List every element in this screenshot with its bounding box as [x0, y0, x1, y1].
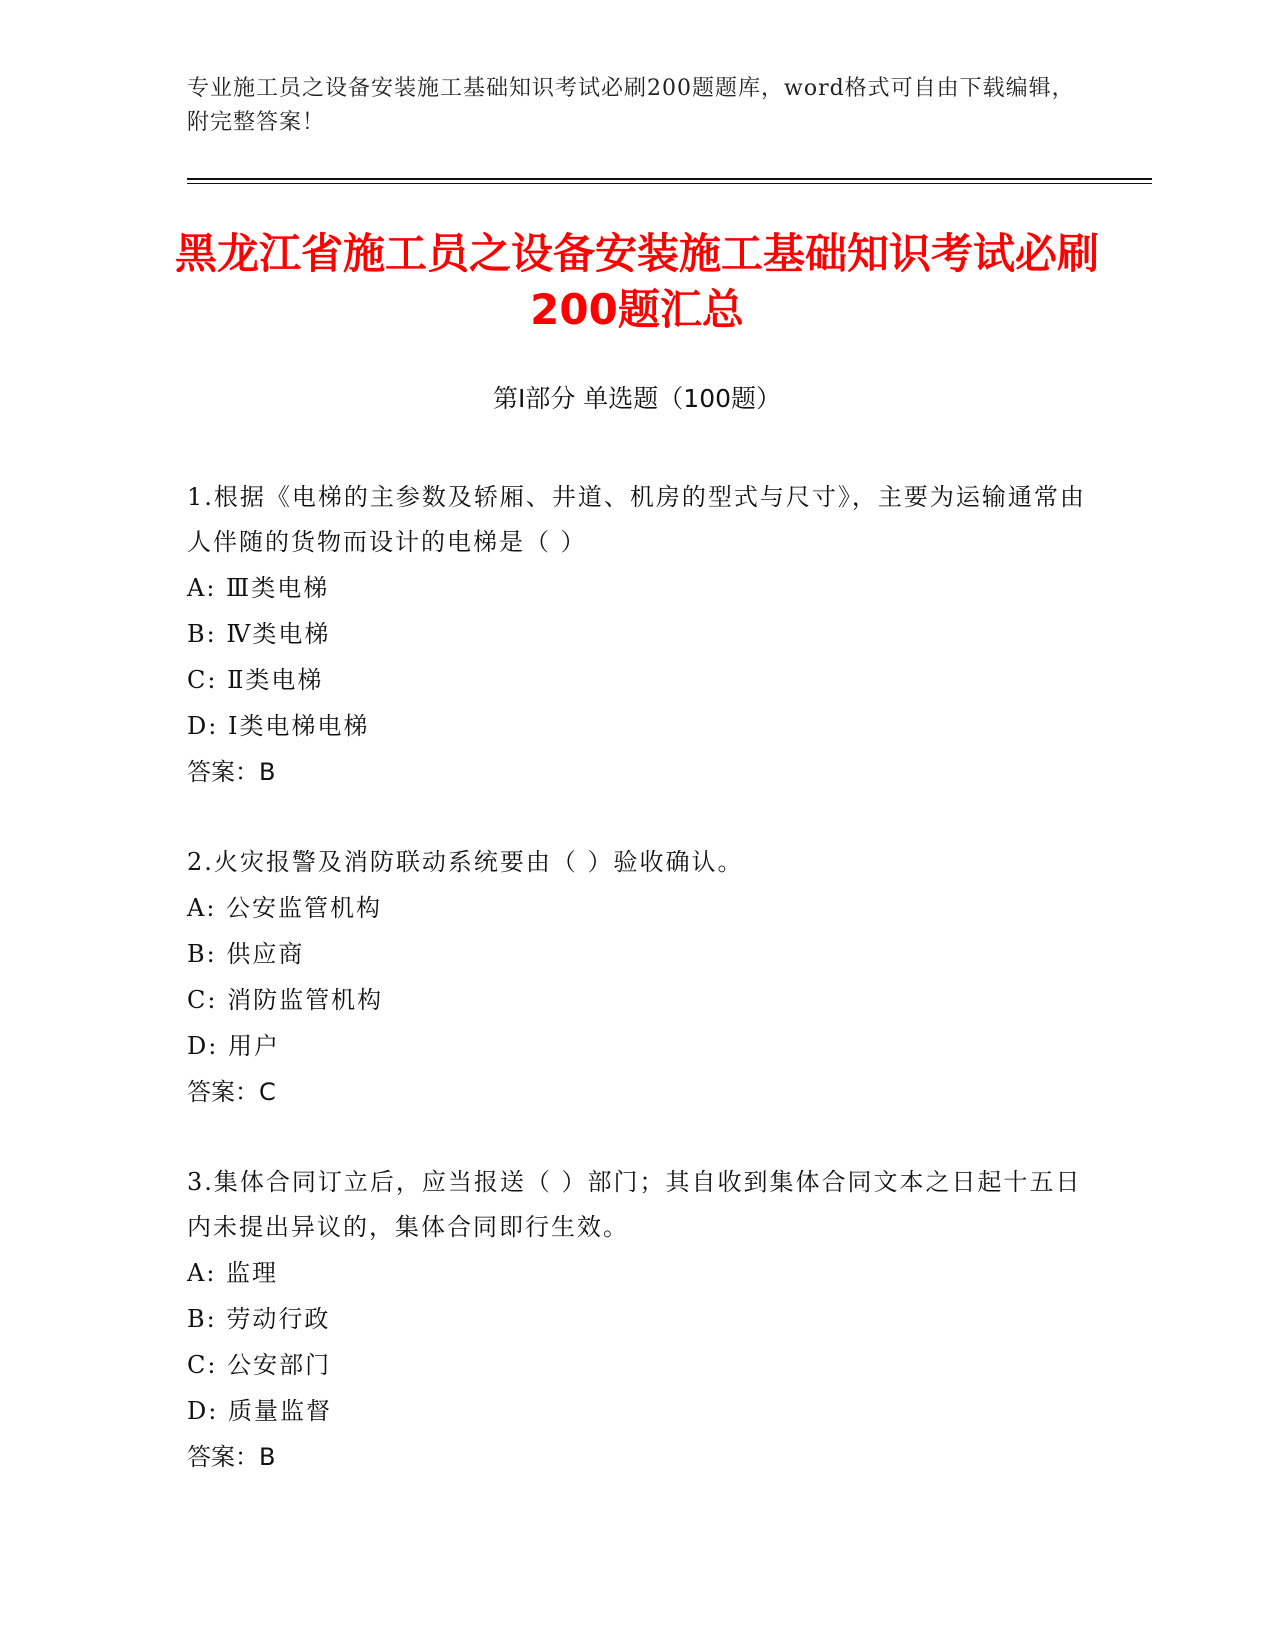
header-divider-thin [187, 183, 1152, 184]
question-3 [187, 1160, 1087, 1480]
option-b: B: Ⅳ类电梯 [187, 620, 331, 648]
section-title: 第I部分 单选题（100题） [492, 384, 782, 413]
option-c: C: 消防监管机构 [187, 986, 384, 1014]
option-d: D: 质量监督 [187, 1397, 332, 1425]
question-stem: 2.火灾报警及消防联动系统要由（ ）验收确认。 [187, 848, 744, 876]
option-b: B: 劳动行政 [187, 1305, 331, 1333]
answer: 答案：B [187, 758, 276, 786]
option-d: D: 用户 [187, 1032, 280, 1060]
answer: 答案：C [187, 1078, 276, 1106]
question-2 [187, 840, 1087, 1115]
option-c: C: Ⅱ类电梯 [187, 666, 324, 694]
option-b: B: 供应商 [187, 940, 305, 968]
document-title: 黑龙江省施工员之设备安装施工基础知识考试必刷200题汇总 [174, 229, 1099, 334]
question-stem: 1.根据《电梯的主参数及轿厢、井道、机房的型式与尺寸》，主要为运输通常由人伴随的货物而设计的电梯是（ ） [187, 483, 1086, 556]
option-a: A: 监理 [187, 1259, 279, 1287]
question-stem: 3.集体合同订立后，应当报送（ ）部门；其自收到集体合同文本之日起十五日内未提出异议的，集体合同即行生效。 [187, 1168, 1082, 1241]
option-d: D: Ⅰ类电梯电梯 [187, 712, 370, 740]
option-a: A: Ⅲ类电梯 [187, 574, 330, 602]
header-note: 专业施工员之设备安装施工基础知识考试必刷200题题库，word格式可自由下载编辑，附完整答案！ [187, 76, 1075, 135]
answer: 答案：B [187, 1443, 276, 1471]
option-c: C: 公安部门 [187, 1351, 332, 1379]
header-divider-thick [187, 178, 1152, 180]
question-1 [187, 475, 1087, 795]
option-a: A: 公安监管机构 [187, 894, 383, 922]
